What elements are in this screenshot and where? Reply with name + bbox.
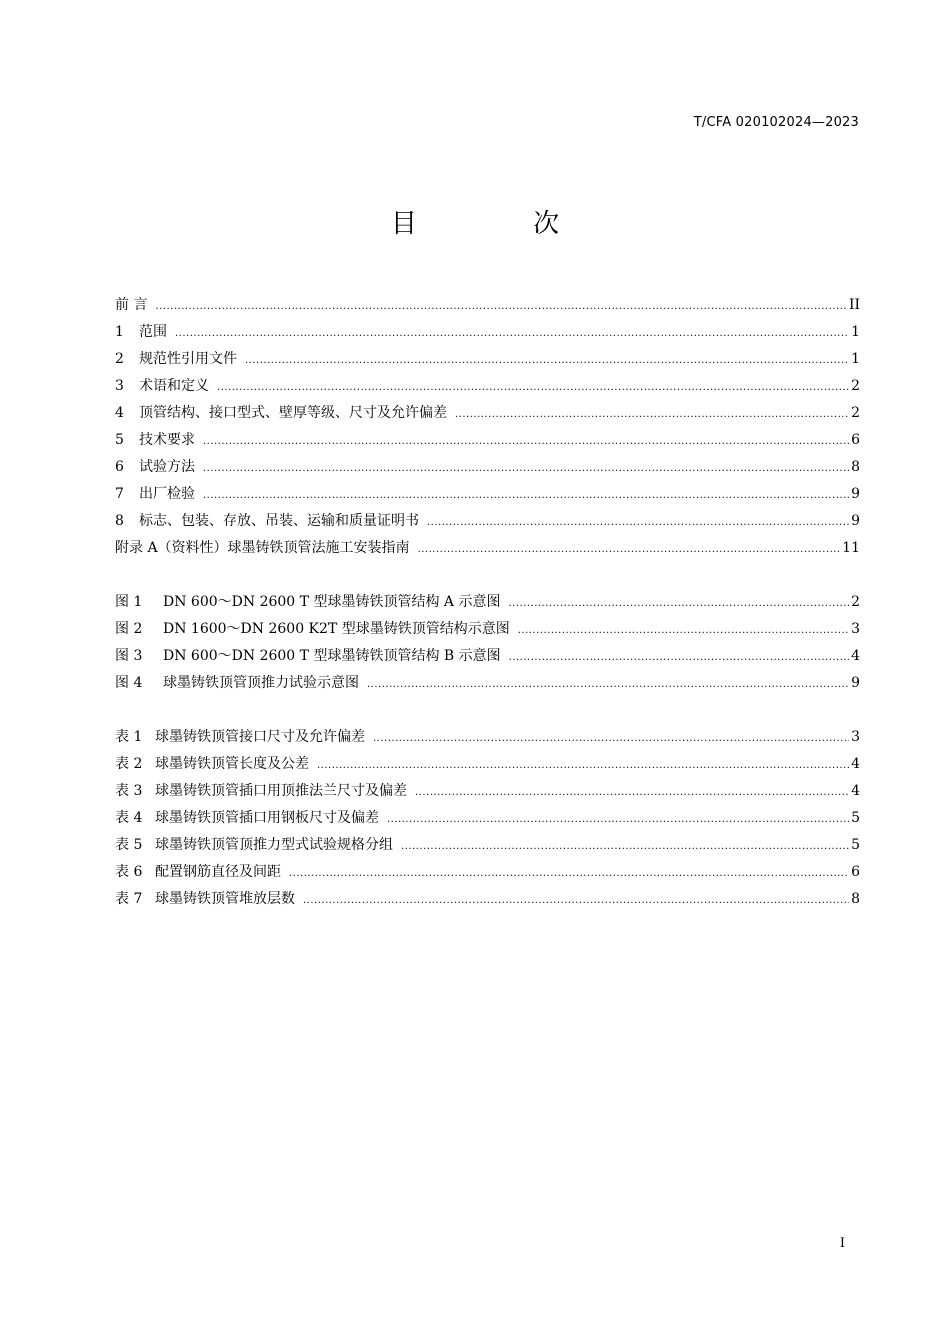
dot-leader [203, 481, 849, 508]
toc-entry[interactable] [115, 400, 860, 427]
toc-entry-page: 9 [851, 513, 860, 529]
toc-entry-page: 6 [851, 864, 860, 880]
toc-entry[interactable] [115, 346, 860, 373]
toc-entry-page: 2 [851, 594, 860, 610]
toc-entry-label: 2 规范性引用文件 [115, 351, 237, 367]
toc-entry-label: 3 术语和定义 [115, 378, 209, 394]
toc-entry-label: 6 试验方法 [115, 459, 195, 475]
toc-entry-label: 4 顶管结构、接口型式、壁厚等级、尺寸及允许偏差 [115, 405, 447, 421]
toc-entry[interactable] [115, 427, 860, 454]
dot-leader [455, 400, 849, 427]
toc-entry-page: II [848, 297, 860, 313]
toc-entry[interactable] [115, 616, 860, 643]
toc-entry-page: 1 [851, 351, 860, 367]
toc-entry[interactable] [115, 481, 860, 508]
toc-entry-page: 3 [851, 621, 860, 637]
dot-leader [509, 643, 849, 670]
toc-entry-page: 6 [851, 432, 860, 448]
toc-entry-label: 图 2 DN 1600～DN 2600 K2T 型球墨铸铁顶管结构示意图 [115, 621, 510, 637]
toc-entry-label: 表 3 球墨铸铁顶管插口用顶推法兰尺寸及偏差 [115, 783, 407, 799]
dot-leader [217, 373, 849, 400]
dot-leader [245, 346, 849, 373]
dot-leader [387, 805, 849, 832]
dot-leader [518, 616, 849, 643]
toc-entry-page: 9 [851, 675, 860, 691]
dot-leader [155, 292, 846, 319]
toc-entry-page: 8 [851, 891, 860, 907]
toc-entry[interactable] [115, 670, 860, 697]
toc-entry[interactable] [115, 886, 860, 913]
page-number: I [839, 1236, 845, 1251]
toc-entry[interactable] [115, 589, 860, 616]
toc-entry-page: 9 [851, 486, 860, 502]
dot-leader [175, 319, 849, 346]
dot-leader [415, 778, 849, 805]
toc-entry-label: 表 7 球墨铸铁顶管堆放层数 [115, 891, 295, 907]
dot-leader [317, 751, 849, 778]
dot-leader [401, 832, 849, 859]
dot-leader [508, 589, 849, 616]
toc-entry-label: 表 5 球墨铸铁顶管顶推力型式试验规格分组 [115, 837, 393, 853]
toc-entry-page: 4 [851, 783, 860, 799]
toc-entry-label: 1 范围 [115, 324, 167, 340]
toc-entry-label: 8 标志、包装、存放、吊装、运输和质量证明书 [115, 513, 419, 529]
toc-entry-page: 8 [851, 459, 860, 475]
toc-entry[interactable] [115, 859, 860, 886]
dot-leader [367, 670, 849, 697]
toc-entry[interactable] [115, 805, 860, 832]
toc-entry[interactable] [115, 319, 860, 346]
toc-entry-label: 表 4 球墨铸铁顶管插口用钢板尺寸及偏差 [115, 810, 379, 826]
document-code: T/CFA 020102024—2023 [693, 115, 859, 130]
toc-entry-label: 图 1 DN 600～DN 2600 T 型球墨铸铁顶管结构 A 示意图 [115, 594, 501, 610]
dot-leader [203, 427, 849, 454]
toc-tables [115, 724, 860, 913]
toc-entry-page: 11 [842, 540, 860, 556]
toc-entry-label: 5 技术要求 [115, 432, 195, 448]
toc-entry-page: 4 [851, 756, 860, 772]
dot-leader [418, 535, 841, 562]
page-title: 目 次 [390, 209, 614, 239]
dot-leader [373, 724, 849, 751]
toc-entry[interactable] [115, 508, 860, 535]
toc-entry-page: 2 [851, 378, 860, 394]
toc-entry-label: 前 言 [115, 297, 148, 313]
toc-entry[interactable] [115, 778, 860, 805]
toc-entry[interactable] [115, 643, 860, 670]
toc-entry-page: 3 [851, 729, 860, 745]
toc-entry[interactable] [115, 373, 860, 400]
dot-leader [203, 454, 849, 481]
toc-entry-page: 2 [851, 405, 860, 421]
dot-leader [303, 886, 849, 913]
toc-entry-label: 图 3 DN 600～DN 2600 T 型球墨铸铁顶管结构 B 示意图 [115, 648, 501, 664]
toc-entry-label: 表 1 球墨铸铁顶管接口尺寸及允许偏差 [115, 729, 365, 745]
toc-entry-page: 4 [851, 648, 860, 664]
toc-entry[interactable] [115, 832, 860, 859]
toc-entry-page: 5 [851, 810, 860, 826]
toc-figures [115, 589, 860, 697]
dot-leader [289, 859, 849, 886]
toc-entry[interactable] [115, 724, 860, 751]
toc-sections [115, 292, 860, 562]
toc-entry-label: 附录 A（资料性）球墨铸铁顶管法施工安装指南 [115, 540, 410, 556]
toc-entry-label: 表 6 配置钢筋直径及间距 [115, 864, 281, 880]
toc-entry-label: 7 出厂检验 [115, 486, 195, 502]
toc-entry-label: 表 2 球墨铸铁顶管长度及公差 [115, 756, 309, 772]
toc-entry[interactable] [115, 292, 860, 319]
toc-entry[interactable] [115, 535, 860, 562]
toc-entry-page: 5 [851, 837, 860, 853]
toc-entry[interactable] [115, 454, 860, 481]
toc-entry-label: 图 4 球墨铸铁顶管顶推力试验示意图 [115, 675, 359, 691]
toc-entry[interactable] [115, 751, 860, 778]
dot-leader [427, 508, 849, 535]
toc-entry-page: 1 [851, 324, 860, 340]
